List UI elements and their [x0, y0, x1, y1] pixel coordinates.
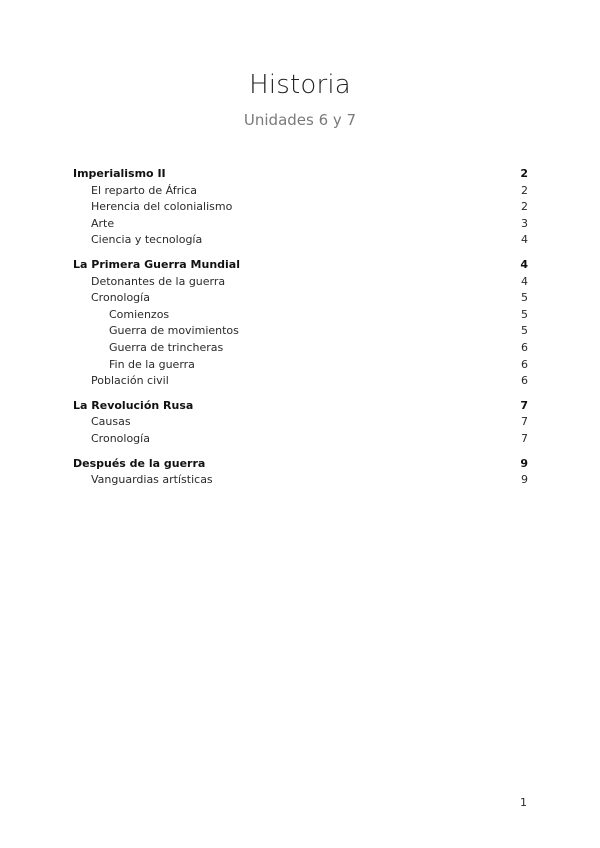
toc-entry-page: 6	[521, 340, 528, 354]
toc-entry-label: Arte	[91, 216, 115, 230]
toc-section	[73, 166, 528, 249]
toc-entry[interactable]	[73, 323, 528, 340]
toc-entry-page: 9	[520, 456, 528, 470]
toc-entry-label: Después de la guerra	[73, 456, 206, 470]
toc-entry[interactable]	[73, 216, 528, 233]
toc-entry-page: 3	[521, 216, 528, 230]
toc-entry[interactable]	[73, 340, 528, 357]
toc-entry[interactable]	[73, 431, 528, 448]
toc-entry-page: 5	[521, 324, 528, 338]
toc-entry-label: Ciencia y tecnología	[91, 233, 203, 247]
toc-entry[interactable]	[73, 357, 528, 374]
toc-entry-page: 6	[521, 374, 528, 388]
page-number: 1	[520, 796, 527, 809]
toc-heading-entry[interactable]	[73, 166, 528, 183]
toc-entry[interactable]	[73, 183, 528, 200]
toc-entry-page: 5	[521, 291, 528, 305]
toc-entry-label: Población civil	[91, 374, 169, 388]
toc-heading-entry[interactable]	[73, 456, 528, 473]
toc-heading-entry[interactable]	[73, 398, 528, 415]
document-title: Historia	[249, 70, 351, 100]
toc-entry-label: Imperialismo II	[73, 167, 166, 180]
toc-entry-page: 2	[521, 200, 528, 214]
toc-entry-page: 7	[520, 398, 528, 412]
toc-entry[interactable]	[73, 274, 528, 291]
toc-entry-page: 2	[521, 183, 528, 197]
toc-heading-entry[interactable]	[73, 257, 528, 274]
toc-entry-label: Comienzos	[109, 307, 170, 321]
toc-entry[interactable]	[73, 232, 528, 249]
toc-entry[interactable]	[73, 307, 528, 324]
toc-section	[73, 456, 528, 489]
toc-entry[interactable]	[73, 414, 528, 431]
toc-section	[73, 257, 528, 390]
toc-entry-label: Fin de la guerra	[109, 357, 195, 371]
toc-entry-label: Guerra de movimientos	[109, 324, 239, 338]
toc-entry-label: Causas	[91, 415, 131, 429]
toc-entry[interactable]	[73, 290, 528, 307]
document-subtitle: Unidades 6 y 7	[243, 111, 357, 129]
toc-entry-label: La Revolución Rusa	[73, 398, 194, 412]
toc-entry-label: Herencia del colonialismo	[91, 200, 233, 214]
toc-entry-page: 4	[520, 257, 528, 271]
table-of-contents	[73, 166, 528, 497]
toc-entry[interactable]	[73, 199, 528, 216]
toc-entry-label: La Primera Guerra Mundial	[73, 257, 240, 271]
toc-entry-page: 7	[521, 415, 528, 429]
toc-entry-page: 2	[520, 167, 528, 180]
toc-entry-page: 5	[521, 307, 528, 321]
toc-entry-label: El reparto de África	[91, 183, 197, 197]
toc-entry-page: 7	[521, 431, 528, 445]
toc-entry[interactable]	[73, 472, 528, 489]
toc-entry-label: Guerra de trincheras	[109, 340, 224, 354]
toc-entry-label: Cronología	[91, 431, 150, 445]
toc-entry[interactable]	[73, 373, 528, 390]
toc-entry-label: Cronología	[91, 291, 150, 305]
toc-entry-label: Detonantes de la guerra	[91, 274, 226, 288]
toc-entry-page: 9	[521, 473, 528, 487]
toc-entry-page: 4	[521, 233, 528, 247]
toc-entry-page: 4	[521, 274, 528, 288]
toc-entry-page: 6	[521, 357, 528, 371]
toc-section	[73, 398, 528, 448]
toc-entry-label: Vanguardias artísticas	[91, 473, 213, 487]
